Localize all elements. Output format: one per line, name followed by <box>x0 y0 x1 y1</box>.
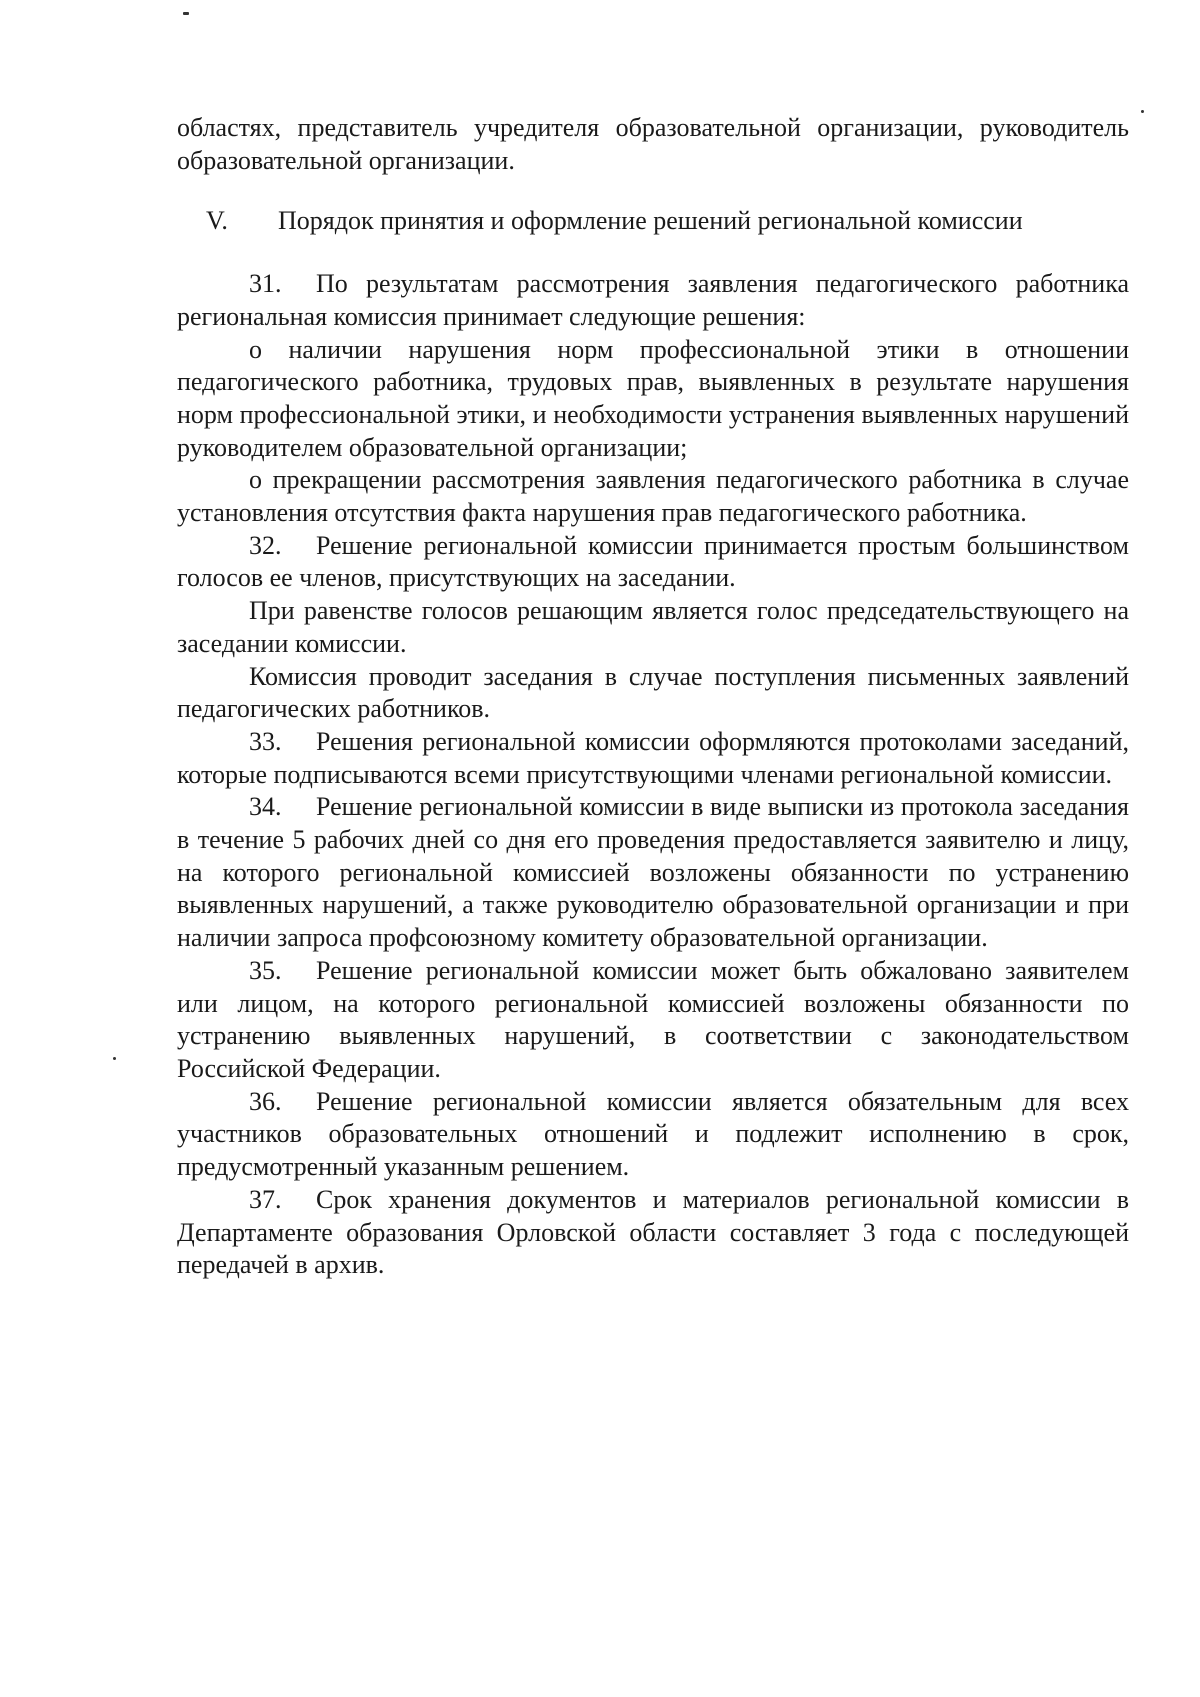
list-item <box>177 268 1129 333</box>
document-body <box>177 112 1129 1282</box>
item-text: Решение региональной комиссии принимается простым большинством голосов ее членов, присутствующих на заседании. <box>177 530 1129 593</box>
item-text: Решения региональной комиссии оформляются протоколами заседаний, которые подписываются всеми присутствующими членами региональной комиссии. <box>177 726 1129 789</box>
subparagraph: о наличии нарушения норм профессиональной этики в отношении педагогического работника, трудовых прав, выявленных в результате нарушения норм профессиональной этики, и необходимости устранения выявленных нарушений руководителем образовательной организации; <box>177 334 1129 462</box>
item-number: 35. <box>249 955 282 985</box>
subparagraph: При равенстве голосов решающим является голос председательствующего на заседании комиссии. <box>177 596 1129 658</box>
list-item <box>177 726 1129 791</box>
scan-speck <box>1141 110 1144 113</box>
list-item <box>177 530 1129 595</box>
item-number: 33. <box>249 726 282 756</box>
list-item <box>177 955 1129 1086</box>
subparagraph: Комиссия проводит заседания в случае поступления письменных заявлений педагогических работников. <box>177 661 1129 724</box>
list-item <box>177 1184 1129 1282</box>
list-item <box>177 791 1129 955</box>
item-text: Срок хранения документов и материалов региональной комиссии в Департаменте образования Орловской области составляет 3 года с последующей передачей в архив. <box>177 1184 1129 1280</box>
subparagraph: о прекращении рассмотрения заявления педагогического работника в случае установления отсутствия факта нарушения прав педагогического работника. <box>177 465 1129 528</box>
item-text: Решение региональной комиссии в виде выписки из протокола заседания в течение 5 рабочих дней со дня его проведения предоставляется заявителю и лицу, на которого региональной комиссией возложены обязанности по устранению выявленных нарушений, а также руководителю образовательной организации и при наличии запроса профсоюзному комитету образовательной организации. <box>177 792 1129 953</box>
item-number: 36. <box>249 1086 282 1116</box>
section-heading <box>177 205 1129 238</box>
item-number: 32. <box>249 530 282 560</box>
scan-speck <box>183 12 189 15</box>
section-number: V. <box>206 206 228 236</box>
scan-speck <box>113 1057 116 1060</box>
item-text: Решение региональной комиссии является обязательным для всех участников образовательных отношений и подлежит исполнению в срок, предусмотренный указанным решением. <box>177 1086 1129 1182</box>
item-text: Решение региональной комиссии может быть обжаловано заявителем или лицом, на которого региональной комиссией возложены обязанности по устранению выявленных нарушений, в соответствии с законодательством Российской Федерации. <box>177 955 1129 1083</box>
list-item <box>177 1086 1129 1184</box>
section-title: Порядок принятия и оформление решений региональной комиссии <box>278 206 1023 236</box>
item-number: 37. <box>249 1184 282 1214</box>
continuation-paragraph: областях, представитель учредителя образовательной организации, руководитель образовательной организации. <box>177 113 1129 175</box>
item-text: По результатам рассмотрения заявления педагогического работника региональная комиссия принимает следующие решения: <box>177 269 1129 331</box>
item-number: 34. <box>249 792 282 822</box>
item-number: 31. <box>249 269 282 299</box>
